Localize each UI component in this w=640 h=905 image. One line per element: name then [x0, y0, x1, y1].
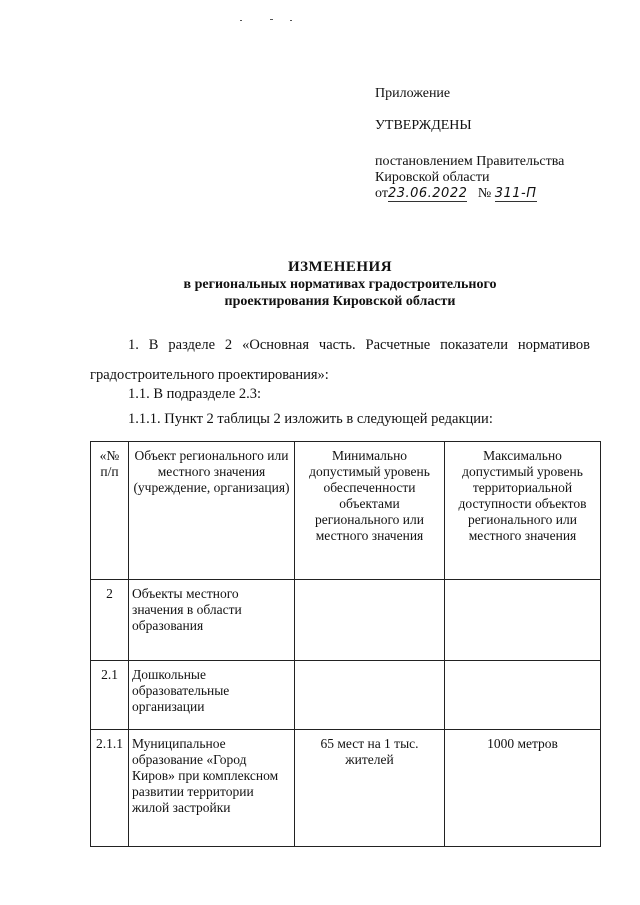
- table-row: [91, 661, 601, 730]
- paragraph-1-line-2: градостроительного проектирования»:: [90, 367, 329, 383]
- table-row: [91, 580, 601, 661]
- title-sub-line-2: проектирования Кировской области: [224, 294, 456, 309]
- row-number: 2.1: [91, 661, 129, 730]
- header-max-level: Максимально допустимый уровень территориальной доступности объектов регионального или местного значения: [445, 442, 601, 580]
- row-min-level: 65 мест на 1 тыс. жителей: [295, 730, 445, 847]
- decree-line-1: постановлением Правительства: [375, 154, 565, 169]
- number-prefix: №: [477, 186, 492, 201]
- appendix-label: Приложение: [375, 86, 451, 101]
- paragraph-1: [90, 336, 590, 384]
- approved-label: УТВЕРЖДЕНЫ: [375, 118, 472, 133]
- decree-line-2: Кировской области: [375, 170, 490, 185]
- row-number: 2: [91, 580, 129, 661]
- row-object: Объекты местного значения в области образования: [129, 580, 295, 661]
- norms-table: [90, 441, 601, 847]
- document-title: [90, 258, 590, 310]
- paragraph-3: 1.1.1. Пункт 2 таблицы 2 изложить в следующей редакции:: [128, 411, 493, 427]
- header-min-level: Минимально допустимый уровень обеспеченности объектами регионального или местного значения: [295, 442, 445, 580]
- handwritten-number: 311-П: [494, 186, 537, 201]
- header-object: Объект регионального или местного значения (учреждение, организация): [129, 442, 295, 580]
- row-min-level: [295, 661, 445, 730]
- row-object: Муниципальное образование «Город Киров» при комплексном развитии территории жилой застройки: [129, 730, 295, 847]
- paragraph-2: 1.1. В подразделе 2.3:: [128, 386, 262, 402]
- date-prefix: от: [375, 186, 388, 201]
- row-max-level: [445, 661, 601, 730]
- row-number: 2.1.1: [91, 730, 129, 847]
- approval-block: [375, 86, 625, 202]
- header-number: «№ п/п: [91, 442, 129, 580]
- title-main: ИЗМЕНЕНИЯ: [287, 259, 393, 275]
- row-max-level: 1000 метров: [445, 730, 601, 847]
- handwritten-date: 23.06.2022: [387, 186, 468, 201]
- row-min-level: [295, 580, 445, 661]
- table-header-row: [91, 442, 601, 580]
- row-object: Дошкольные образовательные организации: [129, 661, 295, 730]
- decree-date-line: [375, 186, 625, 202]
- title-sub-line-1: в региональных нормативах градостроительного: [183, 277, 497, 292]
- paragraph-1-line-1: 1. В разделе 2 «Основная часть. Расчетные показатели нормативов: [128, 337, 590, 353]
- row-max-level: [445, 580, 601, 661]
- table-row: [91, 730, 601, 847]
